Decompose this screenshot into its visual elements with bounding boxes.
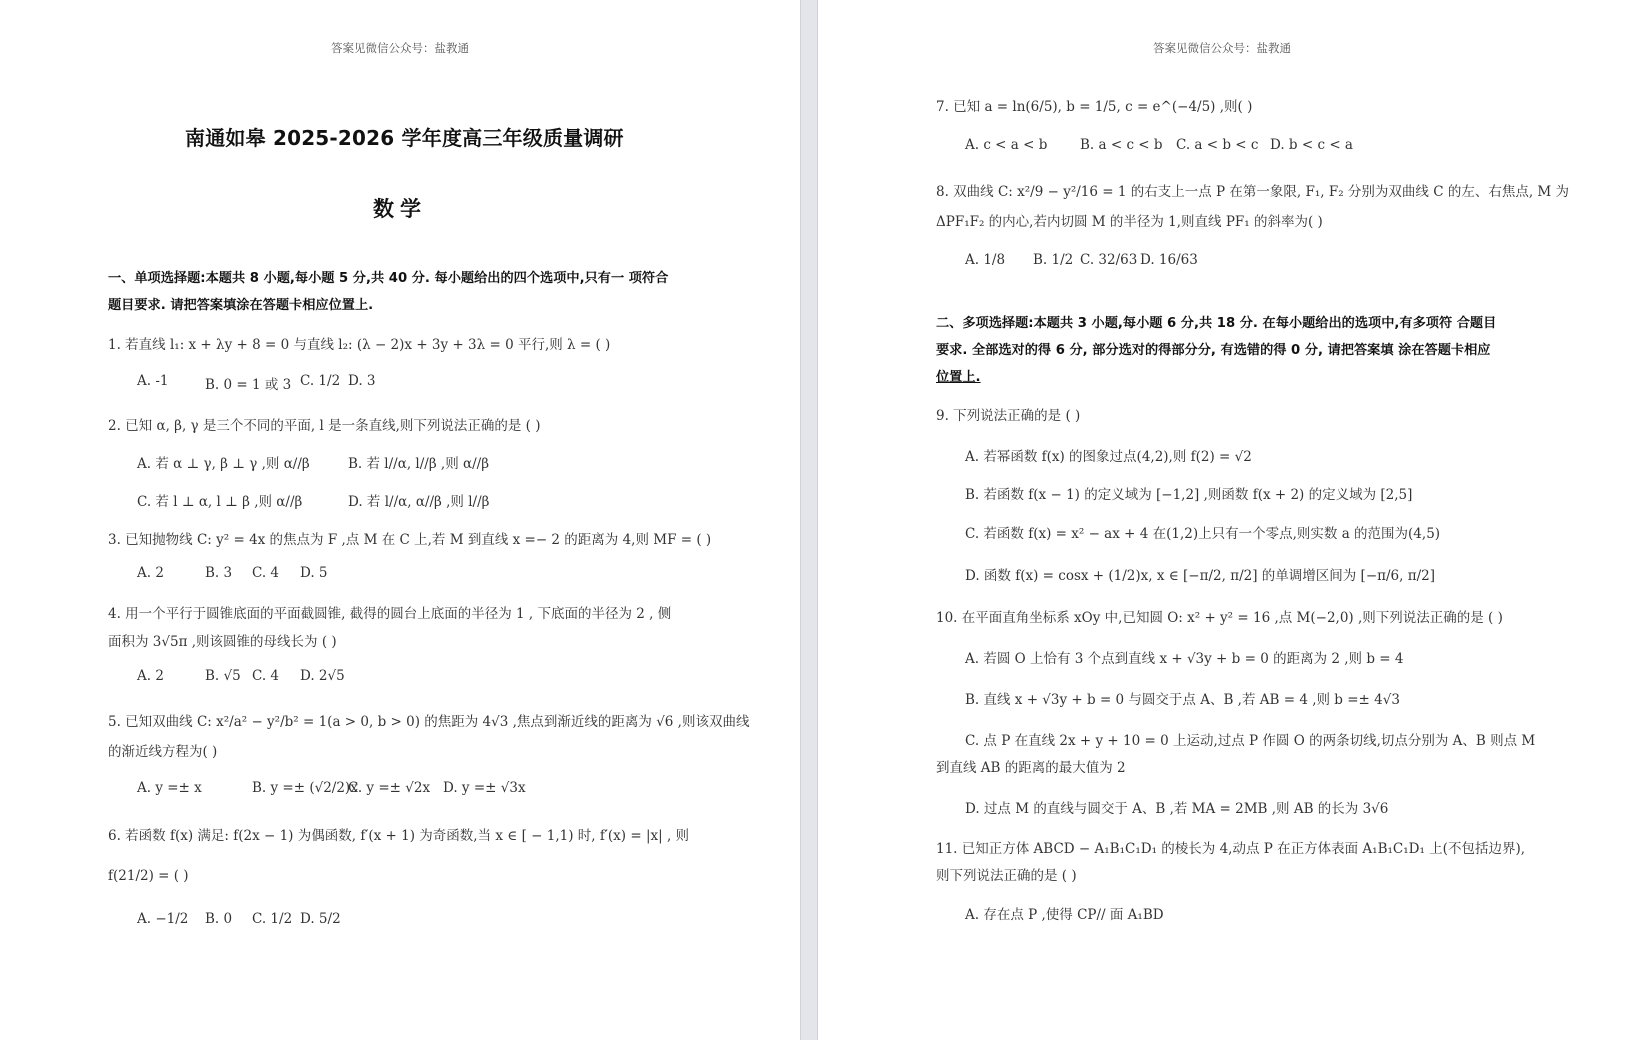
question-3: 3. 已知抛物线 C: y² = 4x 的焦点为 F ,点 M 在 C 上,若 M 到直线 x =− 2 的距离为 4,则 MF = ( )	[108, 532, 712, 548]
q1-option-d: D. 3	[348, 373, 376, 389]
q7-option-d: D. b < c < a	[1270, 137, 1353, 153]
q4-option-b: B. √5	[205, 668, 241, 684]
q7-option-c: C. a < b < c	[1176, 137, 1259, 153]
q3-option-a: A. 2	[137, 565, 164, 581]
q10-option-b: B. 直线 x + √3y + b = 0 与圆交于点 A、B ,若 AB = 4 ,则 b =± 4√3	[965, 692, 1400, 708]
question-10: 10. 在平面直角坐标系 xOy 中,已知圆 O: x² + y² = 16 ,点 M(−2,0) ,则下列说法正确的是 ( )	[936, 610, 1503, 626]
q3-option-c: C. 4	[252, 565, 280, 581]
question-1: 1. 若直线 l₁: x + λy + 8 = 0 与直线 l₂: (λ − 2)x + 3y + 3λ = 0 平行,则 λ = ( )	[108, 337, 611, 353]
q1-option-a: A. -1	[137, 373, 169, 389]
q11-option-a: A. 存在点 P ,使得 CP// 面 A₁BD	[965, 907, 1164, 923]
q5-option-c: C. y =± √2x	[348, 780, 431, 796]
q3-option-d: D. 5	[300, 565, 328, 581]
section-2-heading-line-2: 要求. 全部选对的得 6 分, 部分选对的得部分分, 有选错的得 0 分, 请把答案填 涂在答题卡相应	[936, 343, 1491, 358]
document-page-1	[0, 0, 800, 1040]
q7-option-a: A. c < a < b	[965, 137, 1048, 153]
subject-title: 数学	[373, 197, 427, 221]
q10-option-c-line-2: 到直线 AB 的距离的最大值为 2	[936, 760, 1126, 776]
page-header-note: 答案见微信公众号：盐教通	[331, 41, 469, 55]
section-1-heading-line-1: 一、单项选择题:本题共 8 小题,每小题 5 分,共 40 分. 每小题给出的四个选项中,只有一 项符合	[108, 271, 669, 286]
q1-option-c: C. 1/2	[300, 373, 341, 389]
q10-option-d: D. 过点 M 的直线与圆交于 A、B ,若 MA = 2MB ,则 AB 的长为 3√6	[965, 801, 1389, 817]
q6-option-b: B. 0	[205, 911, 233, 927]
q9-option-a: A. 若幂函数 f(x) 的图象过点(4,2),则 f(2) = √2	[965, 449, 1252, 465]
q8-option-a: A. 1/8	[965, 252, 1006, 268]
question-4-line-2: 面积为 3√5π ,则该圆锥的母线长为 ( )	[108, 634, 337, 650]
question-8-line-2: ΔPF₁F₂ 的内心,若内切圆 M 的半径为 1,则直线 PF₁ 的斜率为( )	[936, 214, 1323, 230]
section-1-heading-line-2: 题目要求. 请把答案填涂在答题卡相应位置上.	[108, 298, 374, 313]
question-11-line-2: 则下列说法正确的是 ( )	[936, 868, 1077, 884]
q4-option-c: C. 4	[252, 668, 280, 684]
question-4-line-1: 4. 用一个平行于圆锥底面的平面截圆锥, 截得的圆台上底面的半径为 1 , 下底面的半径为 2 , 侧	[108, 606, 672, 622]
q2-option-c: C. 若 l ⊥ α, l ⊥ β ,则 α//β	[137, 494, 303, 510]
exam-title: 南通如皋 2025-2026 学年度高三年级质量调研	[185, 126, 624, 150]
q7-option-b: B. a < c < b	[1080, 137, 1163, 153]
question-2: 2. 已知 α, β, γ 是三个不同的平面, l 是一条直线,则下列说法正确的是 ( )	[108, 418, 541, 434]
question-6-line-1: 6. 若函数 f(x) 满足: f(2x − 1) 为偶函数, f′(x + 1) 为奇函数,当 x ∈ [ − 1,1) 时, f′(x) = |x| , 则	[108, 828, 690, 844]
q10-option-c-line-1: C. 点 P 在直线 2x + y + 10 = 0 上运动,过点 P 作圆 O 的两条切线,切点分别为 A、B 则点 M	[965, 733, 1536, 749]
q6-option-a: A. −1/2	[137, 911, 189, 927]
question-6-line-2: f(21/2) = ( )	[108, 868, 189, 884]
question-8-line-1: 8. 双曲线 C: x²/9 − y²/16 = 1 的右支上一点 P 在第一象限, F₁, F₂ 分别为双曲线 C 的左、右焦点, M 为	[936, 184, 1570, 200]
question-5-line-2: 的渐近线方程为( )	[108, 744, 218, 760]
q5-option-b: B. y =± (√2/2)x	[252, 780, 358, 796]
q4-option-a: A. 2	[137, 668, 164, 684]
question-9: 9. 下列说法正确的是 ( )	[936, 408, 1081, 424]
q4-option-d: D. 2√5	[300, 668, 345, 684]
q2-option-a: A. 若 α ⊥ γ, β ⊥ γ ,则 α//β	[137, 456, 310, 472]
page-separator	[800, 0, 818, 1040]
q2-option-b: B. 若 l//α, l//β ,则 α//β	[348, 456, 490, 472]
q5-option-a: A. y =± x	[137, 780, 202, 796]
q8-option-c: C. 32/63	[1080, 252, 1138, 268]
question-7: 7. 已知 a = ln(6/5), b = 1/5, c = e^(−4/5) ,则( )	[936, 99, 1253, 115]
q8-option-b: B. 1/2	[1033, 252, 1074, 268]
q6-option-c: C. 1/2	[252, 911, 293, 927]
q3-option-b: B. 3	[205, 565, 233, 581]
q10-option-a: A. 若圆 O 上恰有 3 个点到直线 x + √3y + b = 0 的距离为 2 ,则 b = 4	[965, 651, 1404, 667]
q9-option-c: C. 若函数 f(x) = x² − ax + 4 在(1,2)上只有一个零点,则实数 a 的范围为(4,5)	[965, 526, 1441, 542]
question-11-line-1: 11. 已知正方体 ABCD − A₁B₁C₁D₁ 的棱长为 4,动点 P 在正方体表面 A₁B₁C₁D₁ 上(不包括边界),	[936, 841, 1525, 857]
section-2-heading-line-3: 位置上.	[936, 370, 981, 385]
section-2-heading-line-1: 二、多项选择题:本题共 3 小题,每小题 6 分,共 18 分. 在每小题给出的选项中,有多项符 合题目	[936, 316, 1497, 331]
q6-option-d: D. 5/2	[300, 911, 341, 927]
q5-option-d: D. y =± √3x	[443, 780, 526, 796]
q1-option-b: B. 0 = 1 或 3	[205, 377, 292, 393]
question-5-line-1: 5. 已知双曲线 C: x²/a² − y²/b² = 1(a > 0, b > 0) 的焦距为 4√3 ,焦点到渐近线的距离为 √6 ,则该双曲线	[108, 714, 750, 730]
document-page-2	[818, 0, 1626, 1040]
q8-option-d: D. 16/63	[1140, 252, 1198, 268]
q2-option-d: D. 若 l//α, α//β ,则 l//β	[348, 494, 490, 510]
q9-option-d: D. 函数 f(x) = cosx + (1/2)x, x ∈ [−π/2, π/2] 的单调增区间为 [−π/6, π/2]	[965, 568, 1436, 584]
page-header-note: 答案见微信公众号：盐教通	[1153, 41, 1291, 55]
q9-option-b: B. 若函数 f(x − 1) 的定义域为 [−1,2] ,则函数 f(x + 2) 的定义域为 [2,5]	[965, 487, 1413, 503]
